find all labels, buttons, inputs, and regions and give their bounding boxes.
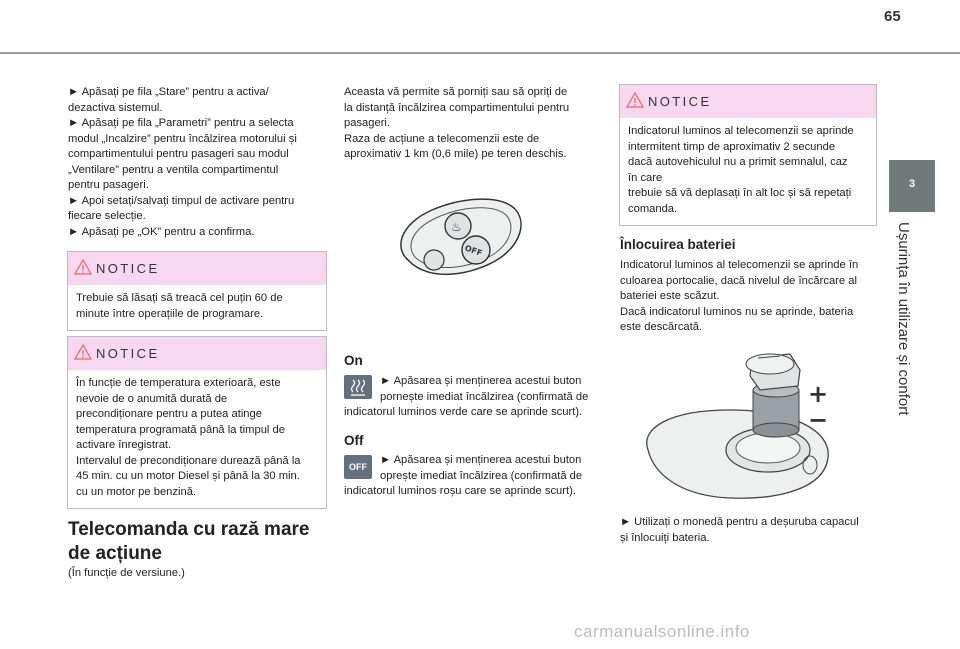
heading-line: Telecomanda cu rază mare xyxy=(68,519,310,540)
notice-header xyxy=(68,252,326,285)
text-line: ► Apăsați pe fila „Parametri” pentru a selecta xyxy=(68,117,294,129)
watermark: carmanualsonline.info xyxy=(574,622,750,641)
notice-box-1 xyxy=(67,251,327,331)
battery-description xyxy=(620,258,880,336)
plus-sign: + xyxy=(808,380,829,408)
warning-icon xyxy=(626,92,644,108)
version-note: (În funcție de versiune.) xyxy=(68,567,185,579)
text-line: indicatorul luminos verde care se aprinde scurt). xyxy=(344,406,583,418)
section-heading xyxy=(68,518,328,566)
text-line: bateriei este scăzut. xyxy=(620,290,720,302)
text-line: la distanță încălzirea compartimentului pentru xyxy=(344,101,570,114)
text-line: oprește imediat încălzirea (confirmată de xyxy=(380,469,583,482)
text-line: activare înregistrat. xyxy=(76,439,172,451)
chapter-tab[interactable] xyxy=(889,160,935,212)
text-line: ► Utilizați o monedă pentru a deșuruba capacul xyxy=(620,516,859,528)
notice-body xyxy=(68,285,326,330)
notice-title: NOTICE xyxy=(96,261,160,276)
text-line: ► Apăsați pe „OK” pentru a confirma. xyxy=(68,225,255,238)
remote-off-label: OFF xyxy=(463,243,484,258)
battery-heading: Înlocuirea bateriei xyxy=(620,237,736,252)
notice-body xyxy=(620,118,876,225)
text-line: trebuie să vă deplasați în alt loc și să repetați xyxy=(628,187,852,199)
text-line: pasageri. xyxy=(344,117,391,129)
text-line: Dacă indicatorul luminos nu se aprinde, bateria xyxy=(620,305,854,318)
warning-icon xyxy=(74,344,92,360)
col2-intro xyxy=(344,85,594,163)
page-number: 65 xyxy=(884,8,901,25)
text-line: cu un motor pe benzină. xyxy=(76,485,197,498)
text-line: culoarea portocalie, dacă nivelul de încărcare al xyxy=(620,274,857,287)
header-rule xyxy=(0,52,960,54)
chapter-number: 3 xyxy=(908,178,916,190)
off-button-icon: OFF xyxy=(344,455,372,479)
notice-box-3 xyxy=(619,84,877,226)
col1-instructions xyxy=(68,85,318,240)
text-line: ► Apăsarea și menținerea acestui buton xyxy=(380,375,582,387)
heat-symbol: ♨ xyxy=(451,220,462,234)
battery-instructions xyxy=(620,515,880,546)
text-line: în care xyxy=(628,171,663,184)
text-line: Indicatorul luminos al telecomenzii se aprinde xyxy=(628,125,854,137)
text-line: precondiționare pentru a putea atinge xyxy=(76,408,262,420)
text-line: pentru pasageri. xyxy=(68,179,149,191)
chapter-title: Ușurința în utilizare și confort xyxy=(895,222,912,416)
text-line: Indicatorul luminos al telecomenzii se aprinde în xyxy=(620,259,859,271)
text-line: ► Apoi setați/salvați timpul de activare pentru xyxy=(68,194,295,207)
notice-title: NOTICE xyxy=(96,346,160,361)
text-line: compartimentului pentru pasageri sau modul xyxy=(68,148,289,160)
warning-icon xyxy=(74,259,92,275)
text-line: dezactiva sistemul. xyxy=(68,101,163,114)
text-line: ► Apăsarea și menținerea acestui buton xyxy=(380,454,582,466)
battery-replacement-illustration xyxy=(640,340,840,505)
minus-sign: − xyxy=(808,406,829,434)
text-line: intermitent timp de aproximativ 2 secunde xyxy=(628,140,836,153)
text-line: „Ventilare” pentru a ventila compartimentul xyxy=(68,163,279,176)
remote-control-illustration xyxy=(390,188,530,298)
text-line: comanda. xyxy=(628,202,678,215)
text-line: Trebuie să lăsați să treacă cel puțin 60 de xyxy=(76,292,283,304)
text-line: Aceasta vă permite să porniți sau să opriți de xyxy=(344,86,568,98)
text-line: indicatorul luminos roșu care se aprinde scurt). xyxy=(344,485,576,497)
off-heading: Off xyxy=(344,433,364,448)
heading-line: de acțiune xyxy=(68,543,162,564)
text-line: În funcție de temperatura exterioară, este xyxy=(76,377,281,389)
text-line: minute între operațiile de programare. xyxy=(76,307,264,320)
notice-title: NOTICE xyxy=(648,94,712,109)
notice-box-2 xyxy=(67,336,327,509)
text-line: modul „Incalzire” pentru încălzirea motorului și xyxy=(68,132,297,145)
text-line: ► Apăsați pe fila „Stare” pentru a activa/ xyxy=(68,86,269,98)
text-line: temperatura programată până la timpul de xyxy=(76,423,285,436)
text-line: și înlocuiți bateria. xyxy=(620,531,710,544)
off-description xyxy=(344,453,604,500)
text-line: 45 min. cu un motor Diesel și până la 30 min. xyxy=(76,470,300,482)
notice-header xyxy=(620,85,876,118)
text-line: fiecare selecție. xyxy=(68,210,146,222)
text-line: dacă autovehiculul nu a primit semnalul, caz xyxy=(628,156,848,168)
text-line: pornește imediat încălzirea (confirmată de xyxy=(380,390,589,403)
on-description xyxy=(344,374,604,421)
notice-header xyxy=(68,337,326,370)
text-line: Raza de acțiune a telecomenzii este de xyxy=(344,132,540,145)
text-line: este descărcată. xyxy=(620,321,703,333)
text-line: nevoie de o anumită durată de xyxy=(76,392,228,405)
notice-body xyxy=(68,370,326,508)
text-line: aproximativ 1 km (0,6 mile) pe teren deschis. xyxy=(344,148,567,160)
on-heading: On xyxy=(344,353,363,368)
text-line: Intervalul de precondiționare durează până la xyxy=(76,454,301,467)
